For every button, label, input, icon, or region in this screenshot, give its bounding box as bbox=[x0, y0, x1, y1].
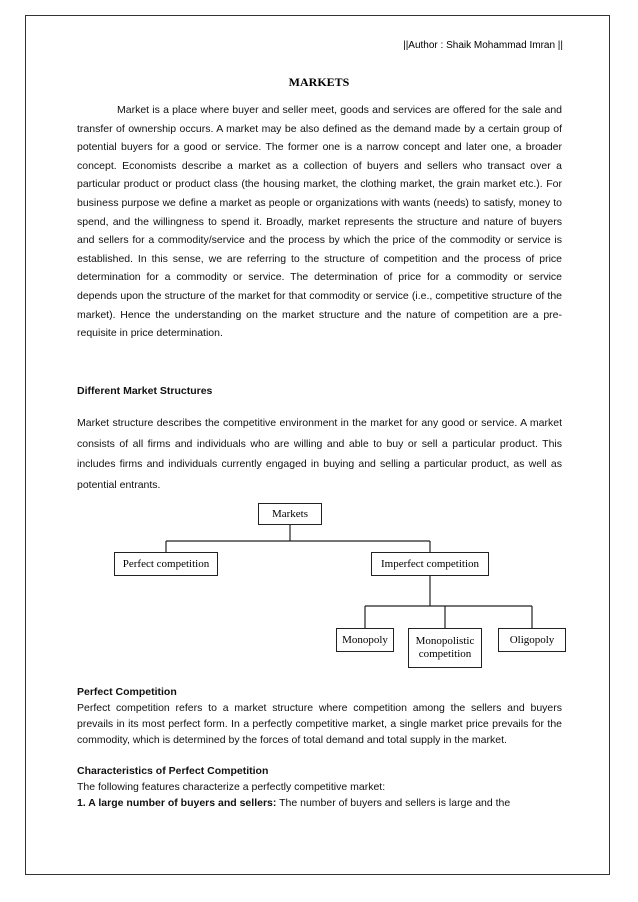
intro-paragraph: Market is a place where buyer and seller meet, goods and services are offered for the sale and transfer of ownership occurs. A market may be also defined as the demand made by a certain group of potential buyers for a good or service. The former one is a narrow concept and later one, a broader concept. Economists describe a market as a collection of buyers and sellers who transact over a particular product or product class (the housing market, the clothing market, the grain market etc.). For business purpose we define a market as people or organizations with wants (needs) to satisfy, money to spend, and the willingness to spend it. Broadly, market represents the structure and nature of buyers and sellers for a commodity/service and the process by which the price of the commodity or service is established. In this sense, we are referring to the structure of competition and the process of price determination for a commodity or service. The determination of price for a commodity or service depends upon the structure of the market for that commodity or service (i.e., competitive structure of the market). Hence the understanding on the market structure and the nature of competition are a pre-requisite in price determination. bbox=[77, 104, 562, 340]
market-structures-paragraph: Market structure describes the competitive environment in the market for any good or service. A market consists of all firms and individuals who are willing and able to buy or sell a particular product. This includes firms and individuals currently engaged in buying and selling a particular product, as well as potential entrants. bbox=[77, 417, 562, 491]
diagram-node-perfect-competition: Perfect competition bbox=[114, 552, 218, 576]
characteristic-item-1 bbox=[77, 796, 562, 812]
diagram-node-monopoly: Monopoly bbox=[336, 628, 394, 652]
diagram-node-markets: Markets bbox=[258, 503, 322, 525]
author-header: ||Author : Shaik Mohammad Imran || bbox=[403, 40, 563, 51]
market-structures-heading: Different Market Structures bbox=[77, 385, 213, 397]
characteristic-item-1-label: 1. A large number of buyers and sellers: bbox=[77, 797, 277, 809]
perfect-competition-heading: Perfect Competition bbox=[77, 686, 177, 698]
diagram-node-imperfect-competition: Imperfect competition bbox=[371, 552, 489, 576]
diagram-node-monopolistic-competition: Monopolistic competition bbox=[408, 628, 482, 668]
characteristics-heading: Characteristics of Perfect Competition bbox=[77, 765, 269, 777]
characteristics-intro: The following features characterize a perfectly competitive market: bbox=[77, 781, 386, 793]
diagram-node-oligopoly: Oligopoly bbox=[498, 628, 566, 652]
perfect-competition-paragraph: Perfect competition refers to a market structure where competition among the sellers and buyers prevails in its most perfect form. In a perfectly competitive market, a single market price prevails for the commodity, which is determined by the forces of total demand and total supply in the market. bbox=[77, 702, 562, 746]
page-title: MARKETS bbox=[288, 75, 350, 89]
characteristic-item-1-text: The number of buyers and sellers is large and the bbox=[276, 797, 511, 809]
